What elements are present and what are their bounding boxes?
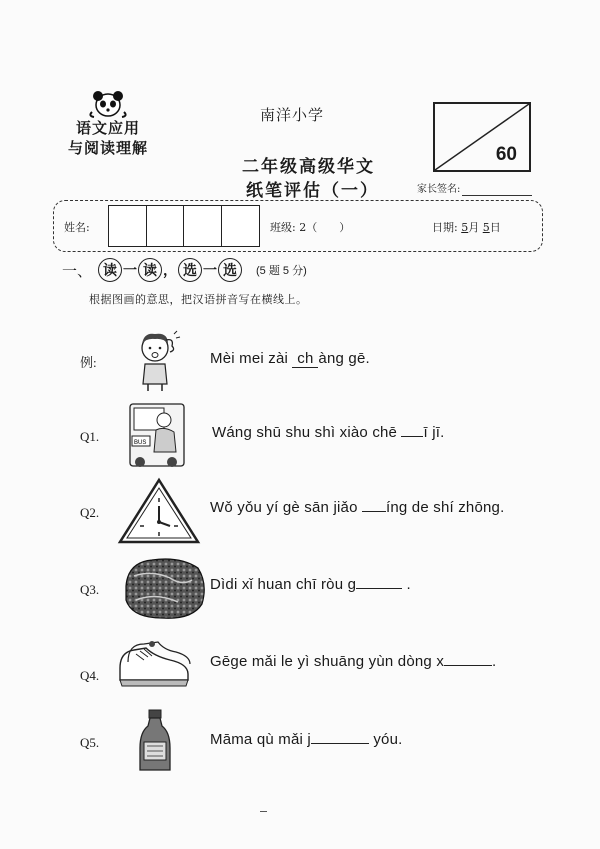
triangle-clock-icon — [118, 478, 200, 544]
example-sentence — [210, 350, 370, 368]
question-text-after: . — [492, 653, 497, 670]
parent-signature-line[interactable] — [462, 184, 532, 196]
heading-comma: ， — [163, 263, 178, 279]
name-box[interactable] — [221, 205, 260, 247]
name-box[interactable] — [183, 205, 222, 247]
section-heading — [62, 258, 307, 282]
sneakers-icon — [114, 638, 194, 692]
answer-blank[interactable] — [362, 511, 386, 512]
name-box[interactable] — [108, 205, 147, 247]
section-instruction: 根据图画的意思，把汉语拼音写在横线上。 — [89, 293, 308, 306]
question-text-after: . — [402, 576, 411, 593]
example-label: 例: — [80, 355, 97, 370]
question-text-after: yóu. — [368, 731, 403, 748]
question-label: Q2. — [80, 505, 100, 520]
question-text-before: Dìdi xǐ huan chī ròu g — [210, 576, 357, 593]
section-number: 一、 — [62, 261, 93, 280]
parent-signature — [417, 180, 532, 196]
heading-char: 读 — [98, 258, 122, 282]
question-text-before: Māma qù mǎi j — [210, 731, 311, 748]
answer-blank[interactable] — [311, 743, 369, 744]
answer-blank[interactable] — [444, 665, 492, 666]
example-text-before: Mèi mei zài — [210, 350, 293, 367]
paper-title: 纸笔评估（一） — [246, 181, 379, 201]
answer-blank[interactable] — [401, 436, 423, 437]
question-sentence — [210, 731, 403, 748]
heading-char: 读 — [138, 258, 162, 282]
question-sentence — [210, 499, 504, 516]
logo-line-1: 语文应用 — [75, 119, 140, 137]
example-answer: ch — [292, 350, 318, 368]
example-text-after: àng gē. — [318, 350, 370, 367]
date-month-unit: 月 — [468, 221, 480, 234]
question-text-before: Gēge mǎi le yì shuāng yùn dòng x — [210, 653, 445, 670]
question-text-before: Wǒ yǒu yí gè sān jiǎo — [210, 499, 362, 516]
soy-sauce-bottle-icon — [138, 708, 172, 774]
question-label: Q3. — [80, 582, 100, 597]
question-text-after: íng de shí zhōng. — [385, 499, 505, 516]
school-name: 南洋小学 — [260, 106, 325, 124]
question-sentence — [212, 424, 445, 441]
logo — [48, 88, 168, 158]
date-field[interactable] — [432, 219, 501, 235]
class-field[interactable]: 班级: 2（ ） — [270, 221, 351, 234]
date-day-unit: 日 — [489, 221, 501, 234]
question-label: Q5. — [80, 735, 100, 750]
grade-title: 二年级高级华文 — [242, 157, 375, 177]
heading-char: 选 — [218, 258, 242, 282]
answer-blank[interactable] — [356, 588, 402, 589]
question-text-before: Wáng shū shu shì xiào chē — [212, 424, 402, 441]
question-sentence — [210, 576, 411, 593]
logo-line-2: 与阅读理解 — [67, 139, 148, 157]
name-label: 姓名: — [64, 221, 90, 234]
question-sentence — [210, 653, 496, 670]
question-label: Q4. — [80, 668, 100, 683]
question-label: Q1. — [80, 429, 100, 444]
name-boxes — [108, 205, 258, 247]
panda-icon — [86, 88, 130, 118]
heading-char: 一 — [203, 263, 218, 279]
date-day: 5 — [482, 221, 490, 234]
score-box — [433, 102, 531, 172]
singing-girl-icon — [130, 330, 180, 392]
heading-char: 一 — [123, 263, 138, 279]
name-box[interactable] — [146, 205, 185, 247]
section-points: (5 题 5 分) — [256, 265, 307, 277]
date-label: 日期: — [432, 221, 458, 234]
svg-text:BUS: BUS — [134, 440, 147, 446]
bus-driver-icon — [128, 402, 186, 470]
heading-char: 选 — [178, 258, 202, 282]
total-score: 60 — [495, 144, 517, 165]
meat-icon — [122, 556, 208, 622]
date-month: 5 — [461, 221, 469, 234]
question-text-after: ī jī. — [423, 424, 445, 441]
parent-signature-label: 家长签名: — [417, 184, 461, 195]
page-footer-mark — [260, 811, 267, 812]
